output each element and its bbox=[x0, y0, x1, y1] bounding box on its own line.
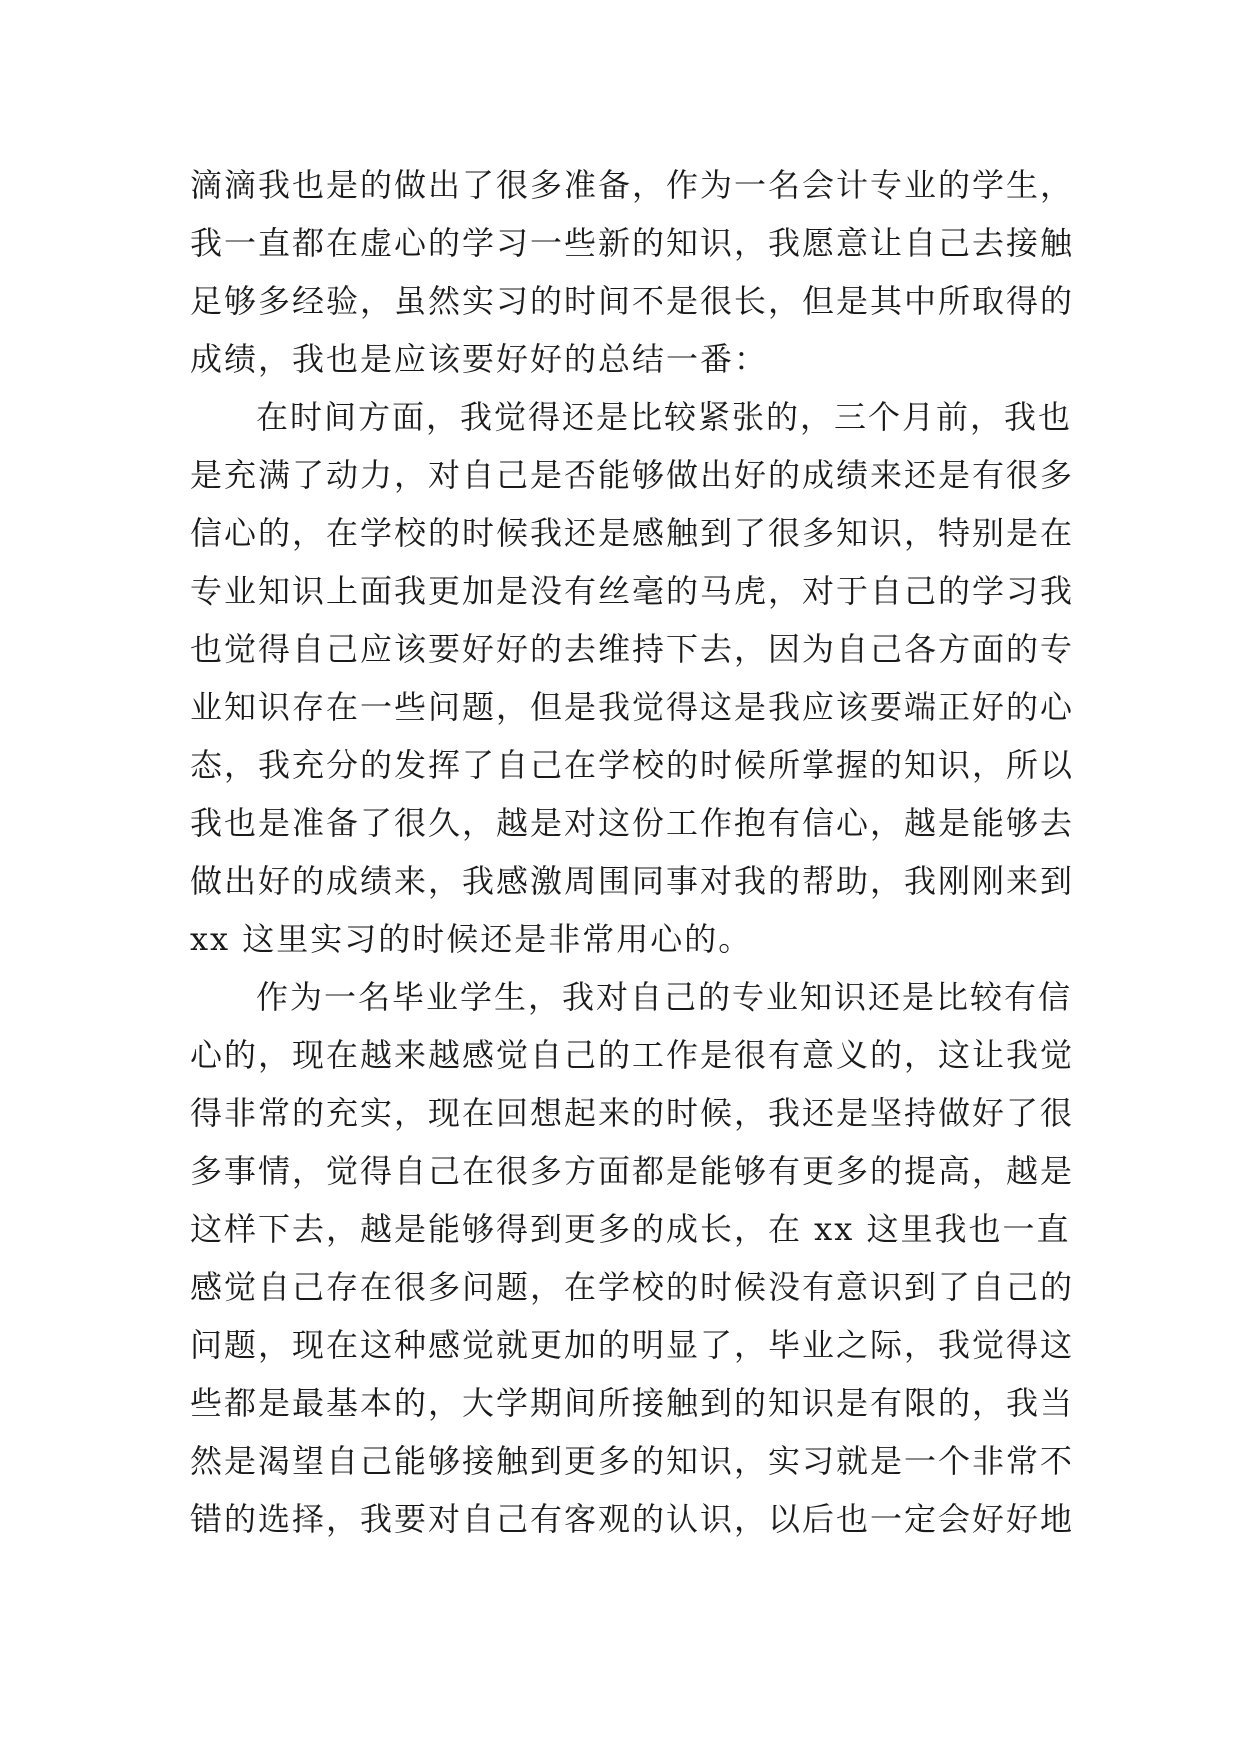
text-line: 滴滴我也是的做出了很多准备，作为一名会计专业的学生， bbox=[190, 166, 1075, 204]
text-line: 我一直都在虚心的学习一些新的知识，我愿意让自己去接触 bbox=[190, 224, 1075, 262]
text-line: 问题，现在这种感觉就更加的明显了，毕业之际，我觉得这 bbox=[190, 1326, 1075, 1364]
text-line: 信心的，在学校的时候我还是感触到了很多知识，特别是在 bbox=[190, 514, 1075, 552]
text-line: 我也是准备了很久，越是对这份工作抱有信心，越是能够去 bbox=[190, 804, 1075, 842]
text-line: 心的，现在越来越感觉自己的工作是很有意义的，这让我觉 bbox=[190, 1036, 1075, 1074]
text-line: 态，我充分的发挥了自己在学校的时候所掌握的知识，所以 bbox=[190, 746, 1075, 784]
text-line: 专业知识上面我更加是没有丝毫的马虎，对于自己的学习我 bbox=[190, 572, 1075, 610]
text-line: 在时间方面，我觉得还是比较紧张的，三个月前，我也 bbox=[256, 398, 1073, 436]
text-line: 业知识存在一些问题，但是我觉得这是我应该要端正好的心 bbox=[190, 688, 1075, 726]
body-text bbox=[190, 156, 1075, 1548]
text-line: 作为一名毕业学生，我对自己的专业知识还是比较有信 bbox=[256, 978, 1073, 1016]
text-line: 也觉得自己应该要好好的去维持下去，因为自己各方面的专 bbox=[190, 630, 1075, 668]
text-line: 然是渴望自己能够接触到更多的知识，实习就是一个非常不 bbox=[190, 1442, 1075, 1480]
text-line: xx 这里实习的时候还是非常用心的。 bbox=[190, 920, 753, 958]
text-line: 足够多经验，虽然实习的时间不是很长，但是其中所取得的 bbox=[190, 282, 1075, 320]
text-line: 多事情，觉得自己在很多方面都是能够有更多的提高，越是 bbox=[190, 1152, 1075, 1190]
text-line: 错的选择，我要对自己有客观的认识，以后也一定会好好地 bbox=[190, 1500, 1075, 1538]
text-line: 这样下去，越是能够得到更多的成长，在 xx 这里我也一直 bbox=[190, 1210, 1071, 1248]
text-line: 是充满了动力，对自己是否能够做出好的成绩来还是有很多 bbox=[190, 456, 1075, 494]
text-line: 成绩，我也是应该要好好的总结一番： bbox=[190, 340, 769, 378]
text-line: 得非常的充实，现在回想起来的时候，我还是坚持做好了很 bbox=[190, 1094, 1075, 1132]
text-line: 感觉自己存在很多问题，在学校的时候没有意识到了自己的 bbox=[190, 1268, 1075, 1306]
text-line: 做出好的成绩来，我感激周围同事对我的帮助，我刚刚来到 bbox=[190, 862, 1075, 900]
text-line: 些都是最基本的，大学期间所接触到的知识是有限的，我当 bbox=[190, 1384, 1075, 1422]
